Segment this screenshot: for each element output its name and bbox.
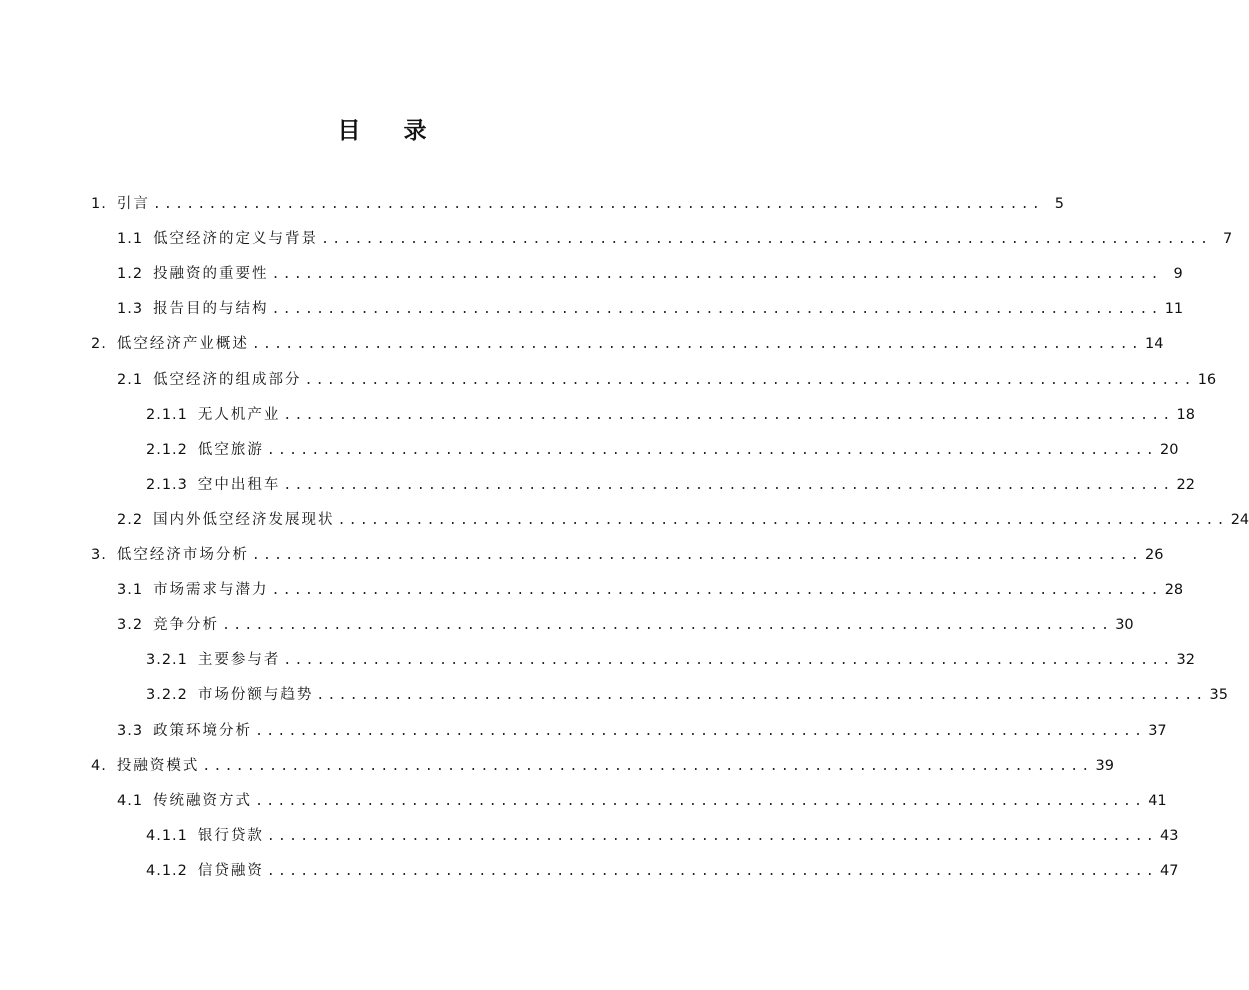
toc-entry[interactable] <box>91 543 1164 567</box>
toc-entry-page-number: 37 <box>1148 722 1167 739</box>
toc-entry[interactable] <box>117 508 1249 532</box>
toc-entry-page-number: 41 <box>1148 792 1167 809</box>
toc-entry-label: 竞争分析 <box>153 617 220 634</box>
toc-leader-dots: ................................................................................ <box>251 337 1142 353</box>
toc-entry-number: 2.1.3 <box>146 476 188 493</box>
toc-entry-page-number: 24 <box>1230 511 1249 528</box>
toc-entry-page-number: 5 <box>1054 196 1064 212</box>
toc-entry-page-number: 39 <box>1095 757 1114 774</box>
toc-entry-number: 1. <box>91 196 107 212</box>
toc-entry-number: 3. <box>91 547 107 563</box>
toc-entry-label: 低空经济的定义与背景 <box>153 231 319 248</box>
toc-entry[interactable] <box>117 262 1183 286</box>
toc-leader-dots: ................................................................................ <box>152 197 1043 212</box>
toc-title-char-2: 录 <box>403 118 428 144</box>
toc-entry-label: 报告目的与结构 <box>153 301 269 318</box>
toc-entry[interactable] <box>146 859 1179 883</box>
toc-entry-number: 4.1.1 <box>146 827 188 844</box>
toc-title <box>0 112 765 146</box>
toc-entry-label: 低空经济市场分析 <box>116 547 249 563</box>
toc-entry-page-number: 11 <box>1164 301 1184 318</box>
toc-entry-label: 政策环境分析 <box>153 722 253 739</box>
toc-leader-dots: ................................................................................ <box>304 372 1195 388</box>
toc-entry[interactable] <box>91 332 1164 356</box>
toc-entry-label: 无人机产业 <box>197 406 281 423</box>
toc-entry-label: 低空经济产业概述 <box>116 336 249 353</box>
toc-entry[interactable] <box>117 789 1167 813</box>
toc-entry-number: 2. <box>91 336 107 353</box>
toc-entry-page-number: 35 <box>1209 687 1228 704</box>
toc-entry-label: 市场份额与趋势 <box>197 687 314 704</box>
toc-entry-page-number: 28 <box>1164 582 1184 599</box>
toc-entry[interactable] <box>146 648 1195 672</box>
toc-entry-label: 主要参与者 <box>197 652 281 669</box>
toc-leader-dots: ................................................................................ <box>271 267 1162 283</box>
toc-entry[interactable] <box>146 824 1179 848</box>
toc-leader-dots: ................................................................................ <box>283 477 1174 493</box>
toc-entry-page-number: 32 <box>1176 652 1195 669</box>
toc-entry[interactable] <box>117 613 1134 637</box>
toc-entry-number: 1.1 <box>117 231 144 248</box>
toc-entry-label: 国内外低空经济发展现状 <box>153 511 335 528</box>
toc-entry-number: 3.3 <box>117 722 144 739</box>
toc-leader-dots: ................................................................................ <box>316 688 1207 704</box>
toc-entry-page-number: 18 <box>1176 406 1195 423</box>
toc-entry-label: 市场需求与潜力 <box>153 582 269 599</box>
toc-entry[interactable] <box>91 754 1114 778</box>
toc-entry[interactable] <box>146 683 1228 707</box>
toc-entry-page-number: 43 <box>1160 827 1179 844</box>
toc-leader-dots: ................................................................................ <box>202 758 1093 774</box>
toc-leader-dots: ................................................................................ <box>271 302 1162 318</box>
toc-entry-page-number: 30 <box>1115 617 1134 634</box>
toc-entry[interactable] <box>146 438 1179 462</box>
toc-entry-number: 4.1 <box>117 792 144 809</box>
toc-entry-label: 低空经济的组成部分 <box>153 371 302 388</box>
toc-leader-dots: ................................................................................ <box>337 512 1228 528</box>
toc-entry[interactable] <box>117 297 1184 321</box>
toc-entry[interactable] <box>117 719 1167 743</box>
toc-entry-page-number: 20 <box>1160 441 1179 458</box>
toc-entry-page-number: 7 <box>1222 231 1233 248</box>
toc-entry-label: 引言 <box>116 196 150 212</box>
toc-leader-dots: ................................................................................ <box>251 548 1142 563</box>
toc-entry-label: 银行贷款 <box>197 827 264 844</box>
toc-entry-number: 2.1.2 <box>146 441 188 458</box>
toc-leader-dots: ................................................................................ <box>222 618 1113 634</box>
toc-entry-number: 1.2 <box>117 266 144 283</box>
toc-leader-dots: ................................................................................ <box>255 793 1146 809</box>
toc-leader-dots: ................................................................................ <box>266 828 1158 844</box>
toc-entry-label: 投融资模式 <box>116 757 200 774</box>
toc-entry-number: 4.1.2 <box>146 862 188 879</box>
toc-entry-number: 3.2 <box>117 617 144 634</box>
toc-leader-dots: ................................................................................ <box>283 407 1174 423</box>
toc-entry-label: 低空旅游 <box>197 441 264 458</box>
toc-entry-label: 投融资的重要性 <box>153 266 269 283</box>
toc-entry-page-number: 14 <box>1144 336 1164 353</box>
toc-entry-number: 2.1 <box>117 371 144 388</box>
toc-entry[interactable] <box>117 227 1233 251</box>
toc-entry-page-number: 47 <box>1160 862 1179 879</box>
toc-leader-dots: ................................................................................ <box>255 723 1146 739</box>
toc-entry-number: 1.3 <box>117 301 144 318</box>
toc-entry[interactable] <box>146 403 1195 427</box>
toc-leader-dots: ................................................................................ <box>271 583 1162 599</box>
toc-entry[interactable] <box>117 578 1184 602</box>
toc-entry-page-number: 22 <box>1176 476 1195 493</box>
toc-entry-number: 4. <box>91 757 107 774</box>
toc-leader-dots: ................................................................................ <box>266 863 1158 879</box>
toc-entry[interactable] <box>146 473 1195 497</box>
toc-entry[interactable] <box>117 368 1217 392</box>
toc-entry-number: 3.1 <box>117 582 144 599</box>
toc-entry-page-number: 9 <box>1173 266 1183 283</box>
toc-entry-label: 空中出租车 <box>197 476 281 493</box>
toc-leader-dots: ................................................................................ <box>321 232 1212 248</box>
toc-entry-number: 2.2 <box>117 511 144 528</box>
toc-entry[interactable] <box>91 192 1064 216</box>
toc-entry-number: 3.2.1 <box>146 652 188 669</box>
toc-entry-page-number: 16 <box>1197 371 1217 388</box>
toc-entry-number: 2.1.1 <box>146 406 188 423</box>
toc-entry-number: 3.2.2 <box>146 687 188 704</box>
toc-leader-dots: ................................................................................ <box>283 653 1174 669</box>
toc-entry-page-number: 26 <box>1144 547 1164 563</box>
toc-entry-label: 信贷融资 <box>197 862 264 879</box>
toc-title-char-1: 目 <box>337 118 362 144</box>
toc-entry-label: 传统融资方式 <box>153 792 253 809</box>
toc-leader-dots: ................................................................................ <box>266 442 1158 458</box>
